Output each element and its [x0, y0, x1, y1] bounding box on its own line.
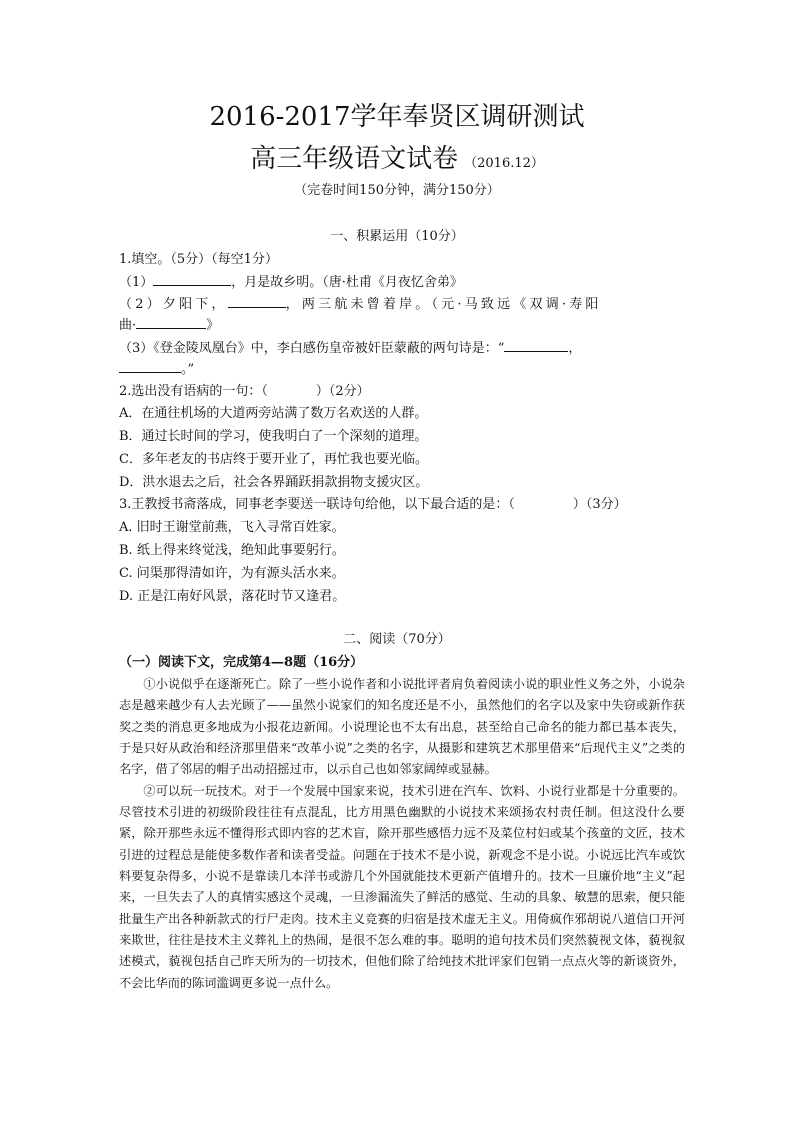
q1-item3-comma: ， [568, 341, 582, 356]
answer-blank[interactable] [136, 314, 206, 329]
passage-paragraph-2: ②可以玩一玩技术。对于一个发展中国家来说，技术引进在汽车、饮料、小说行业都是十分重要的。尽管技术引进的初级阶段往往有点混乱，比方用黑色幽默的小说技术来颂扬农村责任制。但这没什么要紧，除开那些永远不懂得形式即内容的艺术盲，除开那些感悟力远不及菜位村妇或某个孩童的文匠，技术引进的过程总是能使多数作者和读者受益。问题在于技术不是小说，新观念不是小说。小说远比汽车或饮料要复杂得多，小说不是靠读几本洋书或游几个外国就能技术更新产值增升的。技术一旦廉价地“主义”起来，一旦失去了人的真情实感这个灵魂，一旦渗漏流失了鲜活的感觉、生动的具象、敏慧的思索，便只能批量生产出各种新款式的行尸走肉。技术主义竞赛的归宿是技术虚无主义。用倚疯作邪胡说八道信口开河来欺世，往往是技术主义葬礼上的热闹，是很不怎么难的事。聪明的追句技术员们突然藐视文体，藐视叙述模式，藐视包括自己昨天所为的一切技术，但他们除了给纯技术批评家们包销一点点火等的新谈资外，不会比华而的陈词滥调更多说一点什么。 [119, 783, 685, 990]
answer-blank[interactable] [153, 271, 231, 286]
q1-item2-suffix: ，两三航未曾着岸。（元·马致远《双调·寿阳 [285, 297, 602, 312]
q3-stem [119, 494, 679, 515]
answer-blank[interactable] [228, 293, 286, 308]
q3-points: ）（3分） [572, 497, 627, 512]
part1-heading: （一）阅读下文，完成第4—8题（16分） [119, 655, 364, 670]
q1-item1 [119, 271, 679, 293]
reading-passage [119, 674, 685, 994]
exam-date: （2016.12） [464, 156, 544, 171]
q2-option-d: D．洪水退去之后，社会各界踊跃捐款捐物支援灾区。 [119, 475, 429, 490]
q1-item2-cont-suffix: 》 [206, 318, 220, 333]
q1-item2 [119, 293, 679, 315]
q1-item2-cont [119, 314, 679, 336]
exam-title-line1: 2016-2017学年奉贤区调研测试 [209, 102, 585, 132]
exam-title-text: 高三年级语文试卷 [250, 144, 459, 174]
q3-option-b: B. 纸上得来终觉浅，绝知此事要躬行。 [119, 543, 345, 558]
q1-item3-prefix: （3）《登金陵凤凰台》中，李白感伤皇帝被奸臣蒙蔽的两句诗是：“ [119, 341, 505, 356]
exam-title-line2 [0, 142, 794, 181]
q1-stem: 1.填空。（5分）（每空1分） [119, 252, 278, 267]
q1-item1-prefix: （1） [119, 275, 154, 290]
q2-option-c: C．多年老友的书店终于要开业了，再忙我也要光临。 [119, 452, 428, 467]
q1-item3 [119, 337, 679, 359]
q1-item3-cont [119, 358, 679, 380]
q1-item2-cont-prefix: 曲· [119, 318, 137, 333]
q1-item3-end: 。” [181, 362, 195, 377]
passage-paragraph-1: ①小说似乎在逐渐死亡。除了一些小说作者和小说批评者肩负着阅读小说的职业性义务之外，小说杂志是越来越少有人去光顾了——虽然小说家们的知名度还是不小，虽然他们的名字以及家中失窃或新作获奖之类的消息更多地成为小报花边新闻。小说理论也不太有出息，甚至给自己命名的能力都已基本丧失，于是只好从政治和经济那里借来“改革小说”之类的名字，从摄影和建筑艺术那里借来“后现代主义”之类的名字，借了邻居的帽子出动招摇过市，以示自己也如邻家阔绰或显赫。 [119, 677, 685, 777]
q2-stem-text: 2.选出没有语病的一句：（ [119, 384, 268, 399]
q3-stem-text: 3.王教授书斋落成，同事老李要送一联诗句给他，以下最合适的是：（ [119, 497, 515, 512]
exam-duration-note: （完卷时间150分钟，满分150分） [294, 183, 500, 198]
q2-points: ）（2分） [315, 384, 370, 399]
answer-blank[interactable] [504, 337, 568, 352]
q2-stem [119, 381, 679, 402]
q1-item1-suffix: ，月是故乡明。（唐·杜甫《月夜忆舍弟》 [231, 275, 463, 290]
q3-option-a: A. 旧时王谢堂前燕，飞入寻常百姓家。 [119, 520, 345, 535]
q3-option-d: D. 正是江南好风景，落花时节又逢君。 [119, 589, 346, 604]
answer-blank[interactable] [119, 358, 181, 373]
section1-heading: 一、积累运用（10分） [330, 229, 464, 244]
q3-option-c: C. 问渠那得清如许，为有源头活水来。 [119, 566, 345, 581]
q1-item2-prefix: （2）夕阳下， [119, 297, 228, 312]
q2-option-b: B．通过长时间的学习，使我明白了一个深刻的道理。 [119, 429, 428, 444]
section2-heading: 二、阅读（70分） [343, 632, 451, 647]
q2-option-a: A．在通往机场的大道两旁站满了数万名欢送的人群。 [119, 406, 428, 421]
